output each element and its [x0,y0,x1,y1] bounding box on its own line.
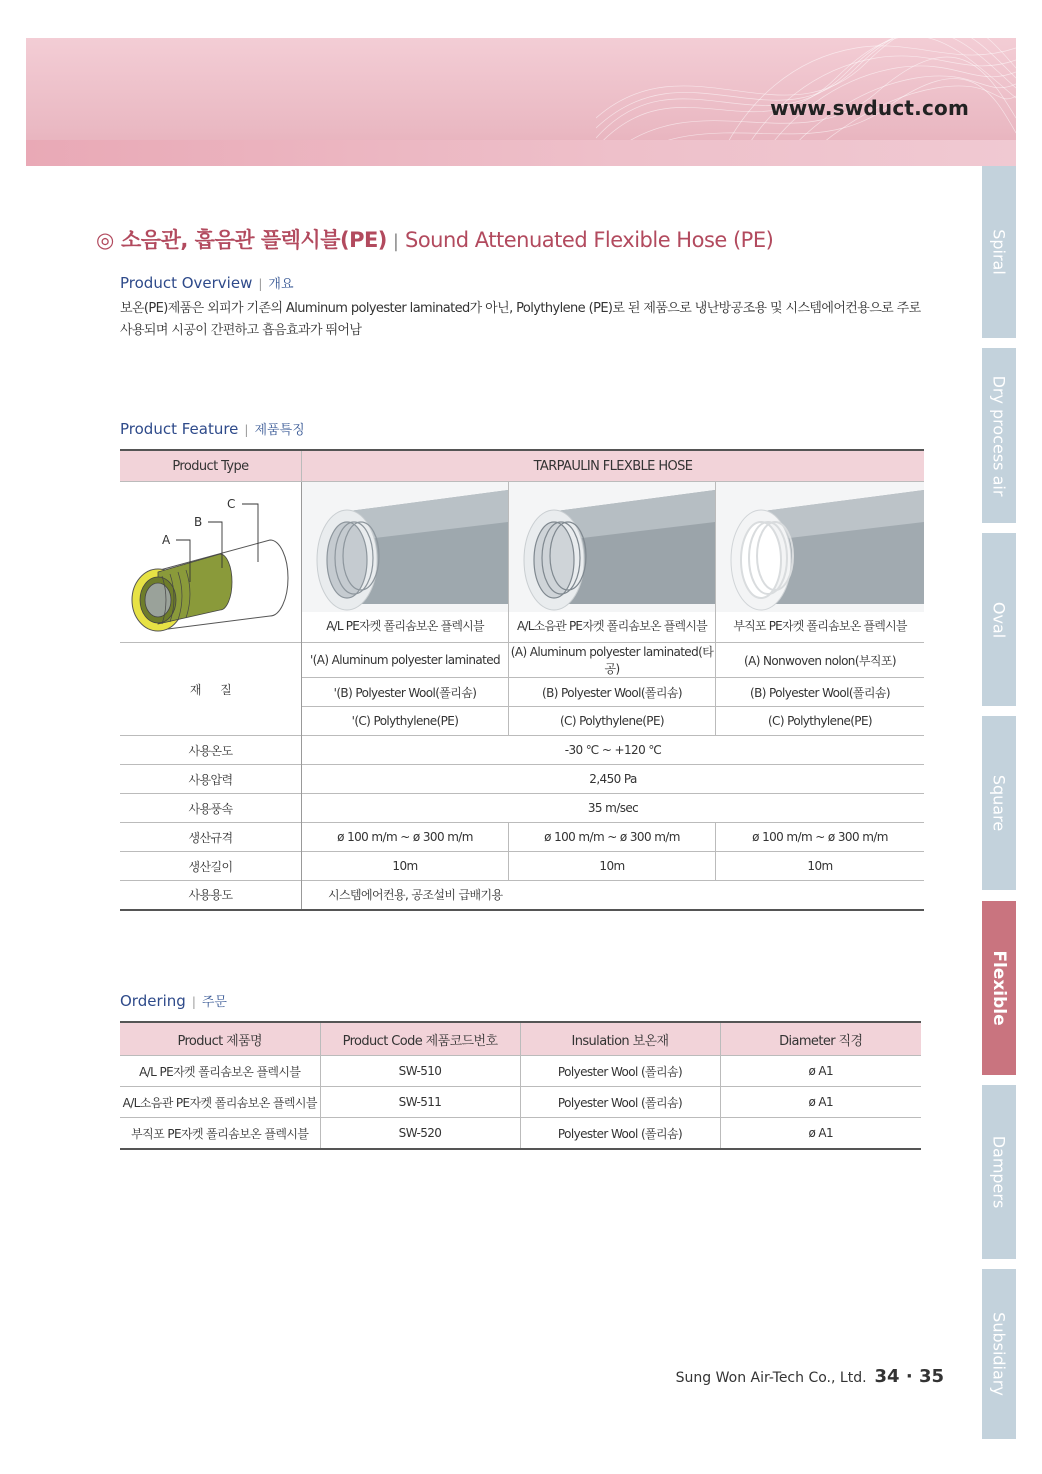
layer-diagram-cell [120,482,302,643]
pressure-value: 2,450 Pa [302,765,925,794]
diameter-cell: ø A1 [720,1087,921,1118]
usage-row [120,881,924,910]
material-cell: '(A) Aluminum polyester laminated [302,643,509,678]
side-tab-label: Square [989,774,1009,832]
temperature-row [120,736,924,765]
material-cell: (A) Aluminum polyester laminated(타공) [509,643,716,678]
title-mark: ◎ [96,228,115,252]
photo-row [120,482,924,643]
overview-heading-en: Product Overview [120,274,253,292]
spec-value: ø 100 m/m ~ ø 300 m/m [716,823,925,852]
product-code-cell: SW-510 [320,1056,520,1087]
ordering-header-row [120,1022,921,1056]
length-value: 10m [302,852,509,881]
heading-divider: | [191,995,196,1009]
column-header: Insulation 보온재 [520,1022,720,1056]
product-caption-2: A/L소음관 PE자켓 폴리솜보온 플렉시블 [517,619,707,633]
air-speed-label: 사용풍속 [120,794,302,823]
diameter-cell: ø A1 [720,1056,921,1087]
product-caption-1: A/L PE자켓 폴리솜보온 플렉시블 [326,619,484,633]
diagram-label-a: A [162,533,170,547]
length-value: 10m [509,852,716,881]
heading-divider: | [258,277,263,291]
title-ko: 소음관, 흡음관 플렉시블(PE) [121,228,387,252]
material-cell: (B) Polyester Wool(폴리솜) [509,678,716,707]
temperature-label: 사용온도 [120,736,302,765]
side-tab-spiral[interactable] [982,166,1016,338]
product-photo-cell-3 [716,482,925,643]
material-cell: (C) Polythylene(PE) [509,707,716,736]
material-row-a [120,643,924,678]
length-row [120,852,924,881]
spec-row [120,823,924,852]
side-tab-dry-process-air[interactable] [982,348,1016,523]
feature-header-row [120,450,924,482]
title-en: Sound Attenuated Flexible Hose (PE) [404,228,774,252]
table-row [120,1118,921,1150]
pressure-label: 사용압력 [120,765,302,794]
spec-label: 생산규격 [120,823,302,852]
overview-heading-ko: 개요 [268,277,294,292]
temperature-value: -30 ℃ ~ +120 ℃ [302,736,925,765]
diameter-cell: ø A1 [720,1118,921,1150]
material-cell: '(C) Polythylene(PE) [302,707,509,736]
diagram-label-b: B [194,515,202,529]
page-numbers: 34 · 35 [874,1366,944,1387]
side-tab-label: Flexible [989,950,1009,1026]
air-speed-value: 35 m/sec [302,794,925,823]
column-header: Product 제품명 [120,1022,320,1056]
company-name: Sung Won Air-Tech Co., Ltd. [675,1370,867,1386]
insulation-cell: Polyester Wool (폴리솜) [520,1118,720,1150]
table-row [120,1056,921,1087]
side-tab-square[interactable] [982,716,1016,890]
material-cell: (C) Polythylene(PE) [716,707,925,736]
ordering-heading-ko: 주문 [201,995,227,1010]
title-separator: | [392,231,399,252]
column-header: Product Code 제품코드번호 [320,1022,520,1056]
insulation-cell: Polyester Wool (폴리솜) [520,1056,720,1087]
product-photo-cell-2 [509,482,716,643]
material-label: 재 질 [120,643,302,736]
material-cell: '(B) Polyester Wool(폴리솜) [302,678,509,707]
page-footer [676,1366,944,1387]
hose-layer-diagram [120,482,301,642]
product-caption-3: 부직포 PE자켓 폴리솜보온 플렉시블 [733,619,907,633]
banner-strip [26,140,1016,166]
hose-photo-3 [716,482,924,612]
product-name-cell: 부직포 PE자켓 폴리솜보온 플렉시블 [120,1118,320,1150]
product-code-cell: SW-511 [320,1087,520,1118]
feature-table [120,449,924,911]
hose-photo-1 [302,482,508,612]
product-type-label: Product Type [120,450,302,482]
side-tab-label: Dampers [989,1135,1009,1209]
side-tab-label: Subsidiary [989,1312,1009,1396]
length-value: 10m [716,852,925,881]
hose-photo-2 [509,482,715,612]
side-tab-subsidiary[interactable] [982,1269,1016,1439]
diagram-label-c: C [227,497,235,511]
feature-heading-ko: 제품특징 [254,423,305,438]
product-code-cell: SW-520 [320,1118,520,1150]
site-url[interactable]: www.swduct.com [770,96,969,120]
overview-heading [120,273,294,292]
spec-value: ø 100 m/m ~ ø 300 m/m [302,823,509,852]
table-row [120,1087,921,1118]
product-photo-cell-1 [302,482,509,643]
side-tab-flexible[interactable] [982,901,1016,1075]
side-tab-oval[interactable] [982,533,1016,706]
length-label: 생산길이 [120,852,302,881]
feature-heading-en: Product Feature [120,420,239,438]
page-title [96,224,773,254]
air-speed-row [120,794,924,823]
heading-divider: | [244,423,249,437]
overview-text: 보온(PE)제품은 외피가 기존의 Aluminum polyester laminated가 아닌, Polythylene (PE)로 된 제품으로 냉난방공조용 및 시스템에어컨용으로 주로 사용되며 시공이 간편하고 흡음효과가 뛰어남 [120,301,921,338]
ordering-heading [120,991,227,1010]
product-name-cell: A/L소음관 PE자켓 폴리솜보온 플렉시블 [120,1087,320,1118]
material-cell: (A) Nonwoven nolon(부직포) [716,643,925,678]
usage-value: 시스템에어컨용, 공조설비 급배기용 [302,881,925,910]
insulation-cell: Polyester Wool (폴리솜) [520,1087,720,1118]
side-tab-dampers[interactable] [982,1085,1016,1259]
product-name-cell: A/L PE자켓 폴리솜보온 플렉시블 [120,1056,320,1087]
spec-value: ø 100 m/m ~ ø 300 m/m [509,823,716,852]
ordering-heading-en: Ordering [120,992,186,1010]
pressure-row [120,765,924,794]
material-cell: (B) Polyester Wool(폴리솜) [716,678,925,707]
ordering-table [120,1021,921,1150]
product-type-value: TARPAULIN FLEXBLE HOSE [302,450,925,482]
side-tab-label: Dry process air [989,375,1009,496]
side-tab-label: Oval [989,601,1009,638]
side-tab-label: Spiral [989,229,1009,275]
feature-heading [120,419,305,438]
column-header: Diameter 직경 [720,1022,921,1056]
usage-label: 사용용도 [120,881,302,910]
